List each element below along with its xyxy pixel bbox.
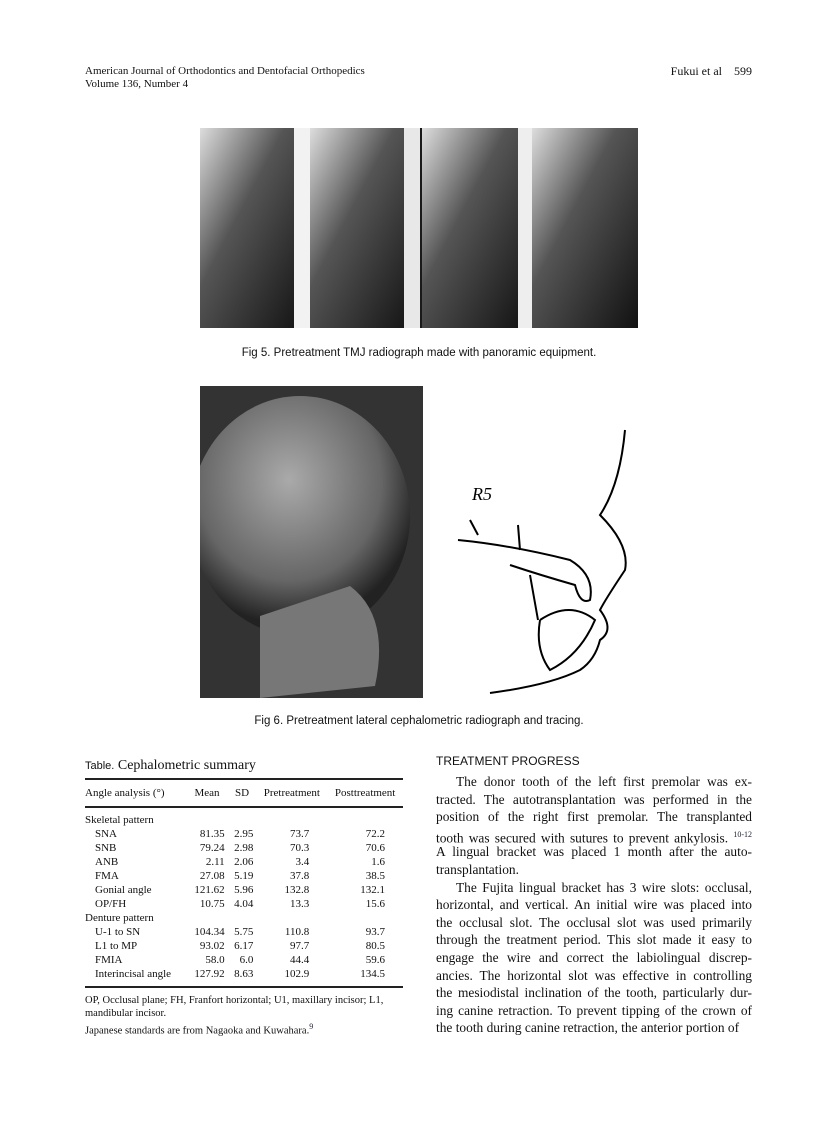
table-row (85, 953, 403, 967)
table-group-row (85, 807, 403, 827)
text-line-content: horizontal, and vertical. An initial wire was placed into (436, 897, 752, 913)
table-row (85, 939, 403, 953)
cell-value: 58.0 (205, 954, 225, 966)
cell-value: 1.6 (371, 856, 385, 868)
row-label: ANB (95, 856, 119, 868)
cell-value: 2.06 (234, 856, 254, 868)
cell-value: 2.98 (234, 842, 254, 854)
text-line-content: engage the wire and correct the labiolingual discrep- (436, 949, 752, 965)
table-row (85, 855, 403, 869)
cell-value: 70.3 (290, 842, 310, 854)
text-line-content: through the treatment period. This slot made it easy to (436, 932, 752, 948)
row-label: U-1 to SN (95, 926, 141, 938)
cell-value: 44.4 (290, 954, 310, 966)
column-header: Angle analysis (°) (85, 787, 165, 799)
text-line-content: ing canine retraction. To prevent tipping of the crown of (436, 1002, 752, 1018)
section-heading: TREATMENT PROGRESS (436, 754, 580, 768)
text-line (436, 773, 752, 791)
cell-value: 93.7 (365, 926, 385, 938)
journal-name: American Journal of Orthodontics and Dentofacial Orthopedics (85, 65, 365, 77)
cell-value: 3.4 (295, 856, 310, 868)
table-label: Table. (85, 760, 115, 772)
cell-value: 121.62 (194, 884, 225, 896)
cell-value: 27.08 (199, 870, 225, 882)
cell-value: 4.04 (234, 898, 254, 910)
cell-value: 6.0 (239, 954, 254, 966)
figure-5-caption: Fig 5. Pretreatment TMJ radiograph made with panoramic equipment. (241, 347, 597, 359)
treatment-progress-section (436, 754, 752, 1037)
text-line (436, 808, 752, 826)
table-row (85, 897, 403, 911)
cell-value: 70.6 (365, 842, 385, 854)
cell-value: 110.8 (284, 926, 310, 938)
reference-superscript: 10-12 (733, 829, 752, 839)
text-line-content: tooth was secured with sutures to prevent ankylosis. (436, 830, 729, 846)
cell-value: 102.9 (284, 968, 310, 980)
group-label: Skeletal pattern (85, 814, 154, 826)
text-line-content: position of the right first premolar. The transplanted (436, 809, 752, 825)
figure-6-cephalometric-radiograph (200, 386, 423, 698)
column-header: Pretreatment (263, 787, 320, 799)
figure-6-caption: Fig 6. Pretreatment lateral cephalometric radiograph and tracing. (254, 715, 584, 727)
paragraph-1 (436, 773, 752, 879)
cell-value: 13.3 (290, 898, 310, 910)
page-header-right (671, 64, 752, 79)
cell-value: 132.1 (360, 884, 385, 896)
figure-5-tmj-radiograph (200, 128, 638, 328)
row-label: SNA (95, 828, 118, 840)
reference-superscript: 9 (309, 1022, 314, 1031)
text-line-content: The donor tooth of the left first premolar was ex- (456, 774, 752, 789)
row-label: SNB (95, 842, 117, 854)
journal-volume: Volume 136, Number 4 (85, 78, 189, 90)
text-line-content: tracted. The autotransplantation was performed in the (436, 791, 752, 807)
cell-value: 10.75 (199, 898, 225, 910)
cell-value: 5.75 (234, 926, 254, 938)
cell-value: 127.92 (194, 968, 225, 980)
text-line-content: A lingual bracket was placed 1 month after the auto- (436, 844, 752, 860)
cephalometric-tracing (430, 425, 645, 700)
cephalometric-radiograph-image (200, 386, 423, 698)
row-label: FMIA (95, 954, 123, 966)
column-header: SD (235, 787, 250, 799)
row-label: OP/FH (95, 898, 127, 910)
table-row (85, 841, 403, 855)
text-line (436, 896, 752, 914)
text-line-content: transplantation. (436, 861, 519, 877)
text-line (436, 879, 752, 897)
cell-value: 5.19 (234, 870, 254, 882)
cell-value: 2.95 (234, 828, 254, 840)
text-line (436, 861, 752, 879)
row-label: FMA (95, 870, 119, 882)
text-line-content: ancies. The horizontal slot was effective in controlling (436, 967, 752, 983)
column-header: Mean (194, 787, 220, 799)
cell-value: 80.5 (365, 940, 385, 952)
tracing-label: R5 (472, 484, 492, 504)
text-line (436, 967, 752, 985)
text-line (436, 826, 752, 844)
table-footnote-source: Japanese standards are from Nagaoka and Kuwahara. (85, 1025, 310, 1037)
text-line (436, 949, 752, 967)
table-footnote-abbreviations: OP, Occlusal plane; FH, Franfort horizontal; U1, maxillary incisor; L1, mandibular incisor. (85, 995, 384, 1019)
table-row (85, 827, 403, 841)
cell-value: 72.2 (365, 828, 385, 840)
cell-value: 15.6 (365, 898, 385, 910)
cell-value: 132.8 (284, 884, 310, 896)
text-line (436, 843, 752, 861)
cell-value: 93.02 (199, 940, 225, 952)
row-label: Gonial angle (95, 884, 152, 896)
cephalometric-table (85, 758, 403, 1038)
column-header: Posttreatment (334, 787, 396, 799)
cell-value: 104.34 (194, 926, 225, 938)
text-line (436, 914, 752, 932)
author: Fukui et al (670, 64, 722, 78)
group-label: Denture pattern (85, 912, 154, 924)
cell-value: 37.8 (290, 870, 310, 882)
text-line-content: the tooth during canine retraction, the anterior portion of (436, 1020, 740, 1036)
cell-value: 73.7 (290, 828, 310, 840)
text-line (436, 984, 752, 1002)
soft-tissue-profile-line (490, 430, 626, 693)
table-row (85, 967, 403, 987)
cell-value: 38.5 (365, 870, 385, 882)
mandible-line (539, 610, 595, 670)
text-line-content: the occlusal slot. The occlusal slot was used primarily (436, 914, 752, 930)
text-line (436, 931, 752, 949)
text-line-content: The Fujita lingual bracket has 3 wire slots: occlusal, (456, 879, 752, 895)
text-line (436, 1019, 752, 1037)
table-title: Cephalometric summary (117, 758, 256, 773)
running-header (85, 65, 365, 91)
text-line (436, 1002, 752, 1020)
table-group-row (85, 911, 403, 925)
table-row (85, 869, 403, 883)
row-label: L1 to MP (95, 940, 138, 952)
table-header-row (85, 779, 403, 807)
page-number: 599 (734, 64, 752, 78)
cell-value: 2.11 (205, 856, 225, 868)
cell-value: 81.35 (199, 828, 225, 840)
text-line-content: the mesiodistal inclination of the tooth, particularly dur- (436, 985, 752, 1001)
text-line (436, 791, 752, 809)
cell-value: 79.24 (199, 842, 225, 854)
tmj-radiograph-image (200, 128, 638, 328)
cell-value: 59.6 (365, 954, 385, 966)
cell-value: 5.96 (234, 884, 254, 896)
cell-value: 97.7 (290, 940, 310, 952)
data-table (85, 778, 403, 988)
cell-value: 134.5 (360, 968, 385, 980)
cell-value: 6.17 (234, 940, 254, 952)
cell-value: 8.63 (234, 968, 254, 980)
paragraph-2 (436, 879, 752, 1037)
table-row (85, 883, 403, 897)
maxilla-line (458, 540, 591, 601)
row-label: Interincisal angle (95, 968, 172, 980)
table-row (85, 925, 403, 939)
